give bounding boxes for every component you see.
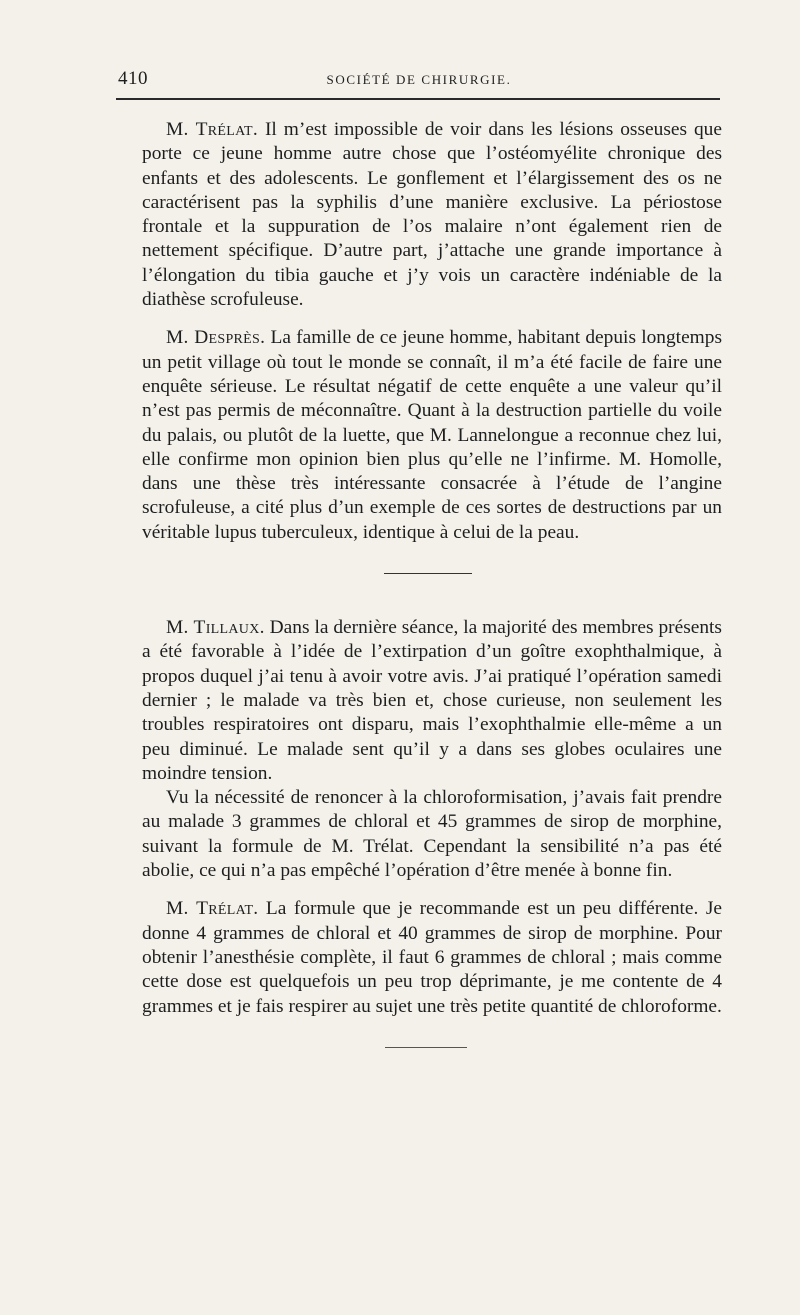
paragraph-despres xyxy=(142,326,722,545)
speaker-name: M. Trélat. xyxy=(166,119,258,140)
section-gap xyxy=(142,574,722,616)
end-separator xyxy=(385,1047,467,1048)
paragraph-tillaux-continued xyxy=(142,786,722,883)
paragraph-tillaux xyxy=(142,616,722,786)
section-gap xyxy=(142,545,722,573)
page-number: 410 xyxy=(118,68,148,89)
paragraph-trelat-2 xyxy=(142,897,722,1018)
paragraph-trelat-1 xyxy=(142,118,722,312)
paragraph-gap xyxy=(142,883,722,897)
page-header xyxy=(118,68,720,94)
section-separator xyxy=(384,573,472,574)
header-rule xyxy=(116,98,720,100)
paragraph-text: La famille de ce jeune homme, habitant depuis longtemps un petit village où tout le monde se connaît, il m’a été facile de faire une enquête sérieuse. Le résultat négatif de cette enquête a une valeur qu’il n’est pas permis de méconnaître. Quant à la destruction partielle du voile du palais, ou plutôt de la luette, que M. Lannelongue a reconnue chez lui, elle confirme mon opinion bien plus qu’elle ne l’infirme. M. Homolle, dans une thèse très intéressante consacrée à l’étude de l’angine scrofuleuse, a cité plus d’un exemple de ces sortes de destructions par un véritable lupus tuberculeux, identique à celui de la peau. xyxy=(142,327,723,543)
paragraph-text: Il m’est impossible de voir dans les lésions osseuses que porte ce jeune homme autre chose que l’ostéomyélite chronique des enfants et des adolescents. Le gonflement et l’élargissement des os ne caractérisent pas la syphilis d’une manière exclusive. La périostose frontale et la suppuration de l’os malaire n’ont également rien de nettement spécifique. D’autre part, j’attache une grande importance à l’élongation du tibia gauche et j’y vois un caractère indéniable de la diathèse scrofuleuse. xyxy=(142,119,722,311)
paragraph-text: Vu la nécessité de renoncer à la chloroformisation, j’avais fait prendre au malade 3 grammes de chloral et 45 grammes de sirop de morphine, suivant la formule de M. Trélat. Cependant la sensibilité n’a pas été abolie, ce qui n’a pas empêché l’opération d’être menée à bonne fin. xyxy=(142,787,722,882)
running-title: SOCIÉTÉ DE CHIRURGIE. xyxy=(326,72,512,87)
speaker-name: M. Tillaux. xyxy=(166,617,265,639)
paragraph-gap xyxy=(142,312,722,326)
body-text xyxy=(142,118,722,1048)
section-gap xyxy=(142,1019,722,1047)
speaker-name: M. Trélat. xyxy=(166,898,259,920)
paragraph-text: La formule que je recommande est un peu différente. Je donne 4 grammes de chloral et 40 grammes de sirop de morphine. Pour obtenir l’anesthésie complète, il faut 6 grammes de chloral ; mais comme cette dose est quelquefois un peu trop déprimante, je me contente de 4 grammes et je fais respirer au sujet une très petite quantité de chloroforme. xyxy=(142,898,722,1017)
speaker-name: M. Desprès. xyxy=(166,327,266,349)
paragraph-text: Dans la dernière séance, la majorité des membres présents a été favorable à l’idée de l’extirpation d’un goître exophthalmique, à propos duquel j’ai tenu à avoir votre avis. J’ai pratiqué l’opération samedi dernier ; le malade va très bien et, chose curieuse, non seulement les troubles respiratoires ont disparu, mais l’exophthalmie elle-même a un peu diminué. Le malade sent qu’il y a dans ses globes oculaires une moindre tension. xyxy=(142,617,722,784)
